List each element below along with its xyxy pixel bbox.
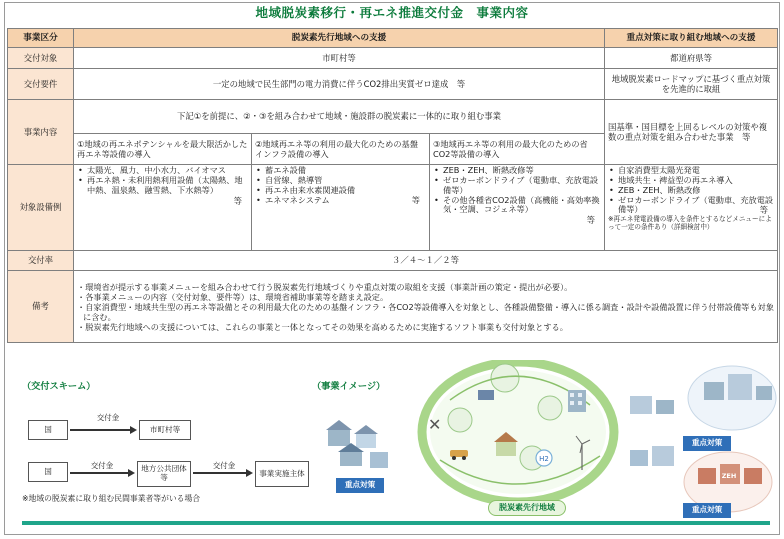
juten-badge-left: 重点対策 <box>336 478 384 493</box>
scheme-title: （交付スキーム） <box>22 381 96 392</box>
list-item: • 再エネ由来水素関連設備 <box>255 186 426 196</box>
equipment-col1 <box>74 165 252 251</box>
arrow-right-icon <box>246 469 253 477</box>
list-item: • 再エネ熱・未利用熱利用設備（太陽熱、地中熱、温泉熱、融雪熱、下水熱等） <box>77 176 248 196</box>
arrow-right-icon <box>128 469 135 477</box>
row-remarks <box>8 271 778 343</box>
list-item: • その他各種省CO2設備（高機能・高効率換気・空調、コジェネ等） <box>433 196 601 216</box>
label-rate: 交付率 <box>8 251 74 271</box>
scheme-note: ※地域の脱炭素に取り組む民間事業者等がいる場合 <box>22 494 201 503</box>
list-item <box>255 196 426 206</box>
scheme-arrow2 <box>70 472 128 474</box>
requirement-juten: 地域脱炭素ロードマップに基づく重点対策を先進的に取組 <box>605 69 778 100</box>
page-title: 地域脱炭素移行・再エネ推進交付金 事業内容 <box>255 5 529 20</box>
cross-icon: ✕ <box>428 415 442 434</box>
scheme-arrow3-label: 交付金 <box>212 461 236 470</box>
remarks-body <box>74 271 778 343</box>
main-table <box>7 28 778 343</box>
image-title: （事業イメージ） <box>312 381 386 392</box>
label-content: 事業内容 <box>8 100 74 165</box>
scheme-local-gov: 地方公共団体等 <box>137 461 191 487</box>
scheme-kuni-1: 国 <box>28 420 68 440</box>
equipment-juten-end: 等 <box>759 205 769 216</box>
target-senkou: 市町村等 <box>74 48 605 69</box>
requirement-senkou: 一定の地域で民生部門の電力消費に伴うCO2排出実質ゼロ達成 等 <box>74 69 605 100</box>
header-juten: 重点対策に取り組む地域への支援 <box>605 29 778 48</box>
building-icon <box>704 382 724 400</box>
list-item: • 蓄エネ設備 <box>255 166 426 176</box>
scheme-arrow1 <box>70 429 130 431</box>
equipment-col2-end: 等 <box>411 194 420 205</box>
list-item: • ゼロカーボンドライブ（電動車、充放電設備等） <box>433 176 601 196</box>
header-category: 事業区分 <box>8 29 74 48</box>
equipment-col3-end: 等 <box>586 215 596 226</box>
equipment-col3 <box>430 165 605 251</box>
equipment-juten <box>605 165 778 251</box>
list-item-text: エネマネシステム <box>265 194 330 205</box>
remarks-line: ・各事業メニューの内容（交付対象、要件等）は、環境省補助事業等を踏まえ設定。 <box>77 291 389 302</box>
juten-badge-right-bottom: 重点対策 <box>683 503 731 518</box>
solar-panel-icon <box>478 390 494 400</box>
zeh-label: ZEH <box>721 472 737 480</box>
equipment-col1-end: 等 <box>233 195 242 206</box>
row-equipment <box>8 165 778 251</box>
list-item: • 自家消費型太陽光発電 <box>608 166 774 176</box>
hydrogen-label: H2 <box>539 455 549 463</box>
scheme-operator: 事業実施主体 <box>255 461 309 487</box>
house-icon <box>496 442 516 456</box>
content-senkou-intro: 下記①を前提に、②・③を組み合わせて地域・施設群の脱炭素に一体的に取り組む事業 <box>74 100 605 134</box>
label-remarks: 備考 <box>8 271 74 343</box>
zeh-house-icon <box>698 468 716 484</box>
row-content-a <box>8 100 778 134</box>
bottom-bar <box>22 521 770 525</box>
list-item: • ゼロカーボンドライブ（電動車、充放電設備等） <box>608 196 774 216</box>
scheme-arrow1-label: 交付金 <box>96 413 120 422</box>
row-requirement <box>8 69 778 100</box>
remarks-line: ・自家消費型・地域共生型の再エネ等設備とその利用最大化のための基盤インフラ・各CO2等設備導入を対象とし、各種設備整備・導入に係る調査・設計や設備設置に伴う付帯設備等も対象に含む。 <box>77 301 774 322</box>
target-juten: 都道府県等 <box>605 48 778 69</box>
list-item: • 地域共生・裨益型の再エネ導入 <box>608 176 774 186</box>
rate-value: ３／４～１／２等 <box>74 251 778 271</box>
arrow-right-icon <box>130 426 137 434</box>
content-sub2: ②地域再エネ等の利用の最大化のための基盤インフラ設備の導入 <box>252 134 430 165</box>
content-sub3: ③地域再エネ等の利用の最大化のための省CO2等設備の導入 <box>430 134 605 165</box>
ev-car-icon <box>450 450 468 457</box>
scheme-city: 市町村等 <box>139 420 191 440</box>
row-rate <box>8 251 778 271</box>
header-row <box>8 29 778 48</box>
content-juten: 国基準・国目標を上回るレベルの対策や複数の重点対策を組み合わせた事業 等 <box>605 100 778 165</box>
equipment-col2 <box>252 165 430 251</box>
scheme-arrow3 <box>193 472 246 474</box>
scheme-arrow2-label: 交付金 <box>90 461 114 470</box>
list-item: • ZEB・ZEH、断熱改修等 <box>433 166 601 176</box>
header-senkou: 脱炭素先行地域への支援 <box>74 29 605 48</box>
house-icon <box>328 430 350 446</box>
content-sub1: ①地域の再エネポテンシャルを最大限活かした再エネ等設備の導入 <box>74 134 252 165</box>
label-requirement: 交付要件 <box>8 69 74 100</box>
scheme-kuni-2: 国 <box>28 462 68 482</box>
label-target: 交付対象 <box>8 48 74 69</box>
list-item: • 自営線、熱導管 <box>255 176 426 186</box>
juten-badge-right-top: 重点対策 <box>683 436 731 451</box>
row-target <box>8 48 778 69</box>
equipment-juten-note: ※再エネ発電設備の導入を条件とするなどメニューによって一定の条件あり（詳細検討中） <box>608 215 772 232</box>
remarks-line: ・環境省が提示する事業メニューを組み合わせて行う脱炭素先行地域づくりや重点対策の取組を支援（事業計画の策定・提出が必要）。 <box>77 281 573 292</box>
list-item: • ZEB・ZEH、断熱改修 <box>608 186 774 196</box>
senkou-badge: 脱炭素先行地域 <box>488 500 566 516</box>
label-equipment: 対象設備例 <box>8 165 74 251</box>
list-item: • 太陽光、風力、中小水力、バイオマス <box>77 166 248 176</box>
remarks-line: ・脱炭素先行地域への支援については、これらの事業と一体となってその効果を高めるために実施するソフト事業も交付対象とする。 <box>77 321 568 332</box>
